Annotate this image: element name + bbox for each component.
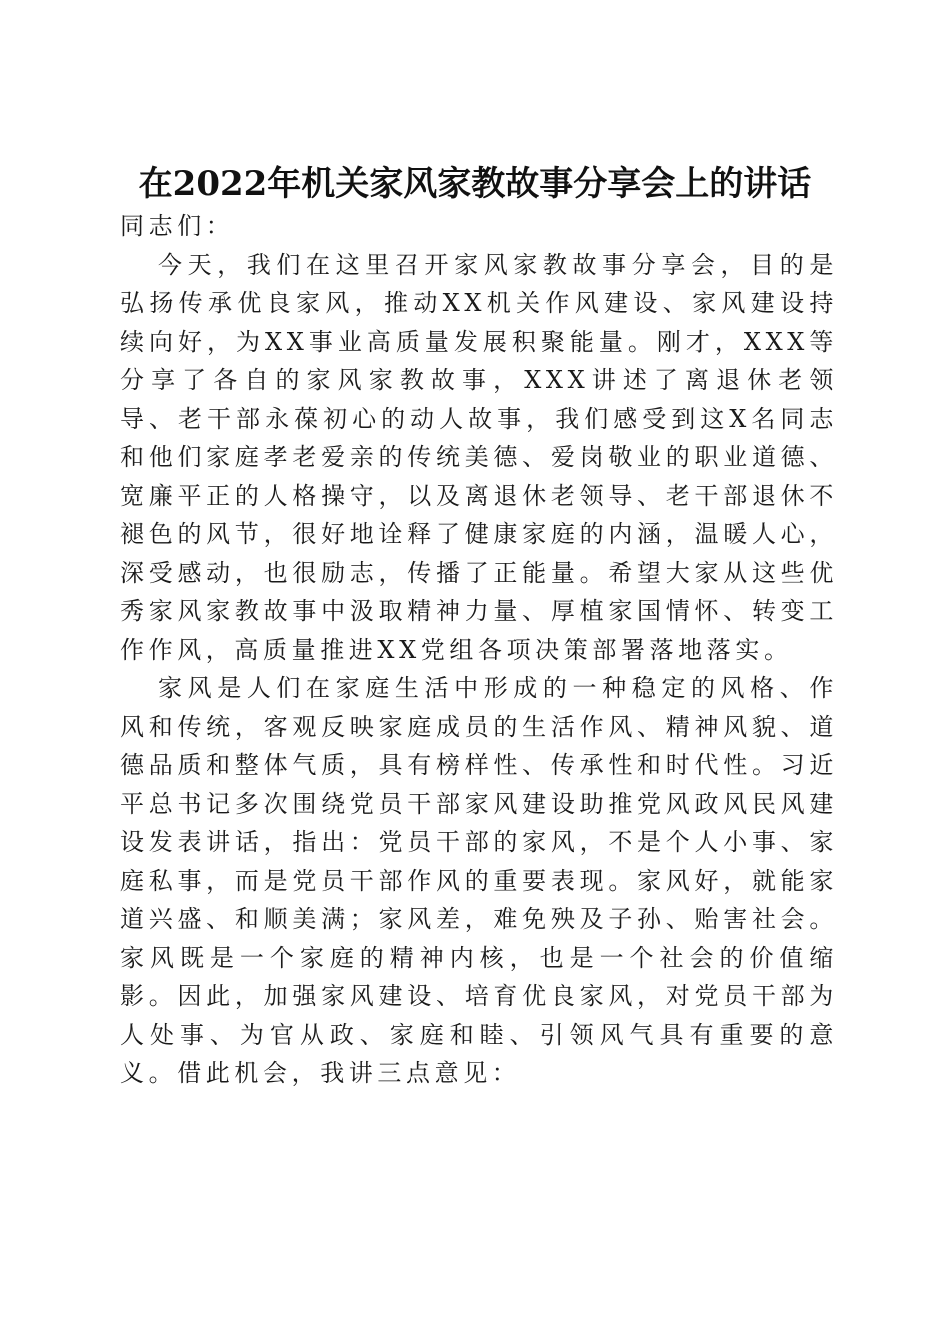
paragraph-1: 今天，我们在这里召开家风家教故事分享会，目的是弘扬传承优良家风，推动XX机关作风建设、家风建设持续向好，为XX事业高质量发展积聚能量。刚才，XXX等分享了各自的家风家教故事，XXX讲述了离退休老领导、老干部永葆初心的动人故事，我们感受到这X名同志和他们家庭孝老爱亲的传统美德、爱岗敬业的职业道德、宽廉平正的人格操守，以及离退休老领导、老干部退休不褪色的风节，很好地诠释了健康家庭的内涵，温暖人心，深受感动，也很励志，传播了正能量。希望大家从这些优秀家风家教故事中汲取精神力量、厚植家国情怀、转变工作作风，高质量推进XX党组各项决策部署落地落实。 xyxy=(120,250,838,664)
document-title: 在2022年机关家风家教故事分享会上的讲话 xyxy=(138,163,812,204)
document-body xyxy=(120,207,838,1093)
greeting-line: 同志们： xyxy=(120,212,235,240)
paragraph-2: 家风是人们在家庭生活中形成的一种稳定的风格、作风和传统，客观反映家庭成员的生活作风、精神风貌、道德品质和整体气质，具有榜样性、传承性和时代性。习近平总书记多次围绕党员干部家风建设助推党风政风民风建设发表讲话，指出：党员干部的家风，不是个人小事、家庭私事，而是党员干部作风的重要表现。家风好，就能家道兴盛、和顺美满；家风差，难免殃及子孙、贻害社会。家风既是一个家庭的精神内核，也是一个社会的价值缩影。因此，加强家风建设、培育优良家风，对党员干部为人处事、为官从政、家庭和睦、引领风气具有重要的意义。借此机会，我讲三点意见： xyxy=(120,674,838,1087)
